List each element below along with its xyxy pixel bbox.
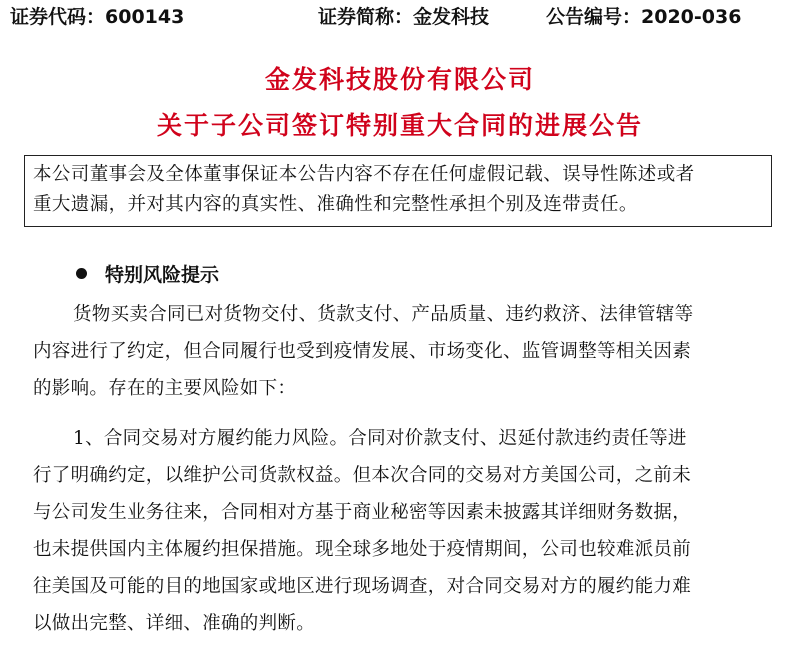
board-guarantee-notice — [24, 155, 772, 227]
notice-line: 重大遗漏，并对其内容的真实性、准确性和完整性承担个别及连带责任。 — [33, 194, 638, 215]
paragraph-line: 货物买卖合同已对货物交付、货款支付、产品质量、违约救济、法律管辖等 — [73, 304, 694, 325]
risk-warning-heading — [76, 260, 219, 287]
section-heading-text: 特别风险提示 — [105, 264, 220, 286]
paragraph-line: 1、合同交易对方履约能力风险。合同对价款支付、迟延付款违约责任等进 — [73, 428, 687, 449]
notice-line: 本公司董事会及全体董事保证本公告内容不存在任何虚假记载、误导性陈述或者 — [33, 164, 695, 185]
paragraph-line: 行了明确约定，以维护公司货款权益。但本次合同的交易对方美国公司，之前未 — [33, 465, 692, 486]
paragraph-line: 的影响。存在的主要风险如下： — [33, 378, 297, 399]
stock-code: 证券代码：600143 — [10, 6, 185, 28]
announcement-number: 公告编号：2020-036 — [546, 6, 742, 28]
company-name-title: 金发科技股份有限公司 — [264, 65, 535, 94]
paragraph-line: 也未提供国内主体履约担保措施。现全球多地处于疫情期间，公司也较难派员前 — [33, 539, 692, 560]
bullet-icon — [76, 268, 87, 279]
stock-abbreviation: 证券简称：金发科技 — [318, 6, 490, 28]
announcement-title: 关于子公司签订特别重大合同的进展公告 — [156, 111, 643, 140]
paragraph-line: 往美国及可能的目的地国家或地区进行现场调查，对合同交易对方的履约能力难 — [33, 576, 692, 597]
counterparty-risk-paragraph — [33, 420, 783, 642]
paragraph-line: 以做出完整、详细、准确的判断。 — [33, 613, 316, 634]
risk-intro-paragraph — [33, 296, 783, 407]
paragraph-line: 内容进行了约定，但合同履行也受到疫情发展、市场变化、监管调整等相关因素 — [33, 341, 692, 362]
paragraph-line: 与公司发生业务往来，合同相对方基于商业秘密等因素未披露其详细财务数据， — [33, 502, 692, 523]
document-header — [0, 2, 800, 32]
